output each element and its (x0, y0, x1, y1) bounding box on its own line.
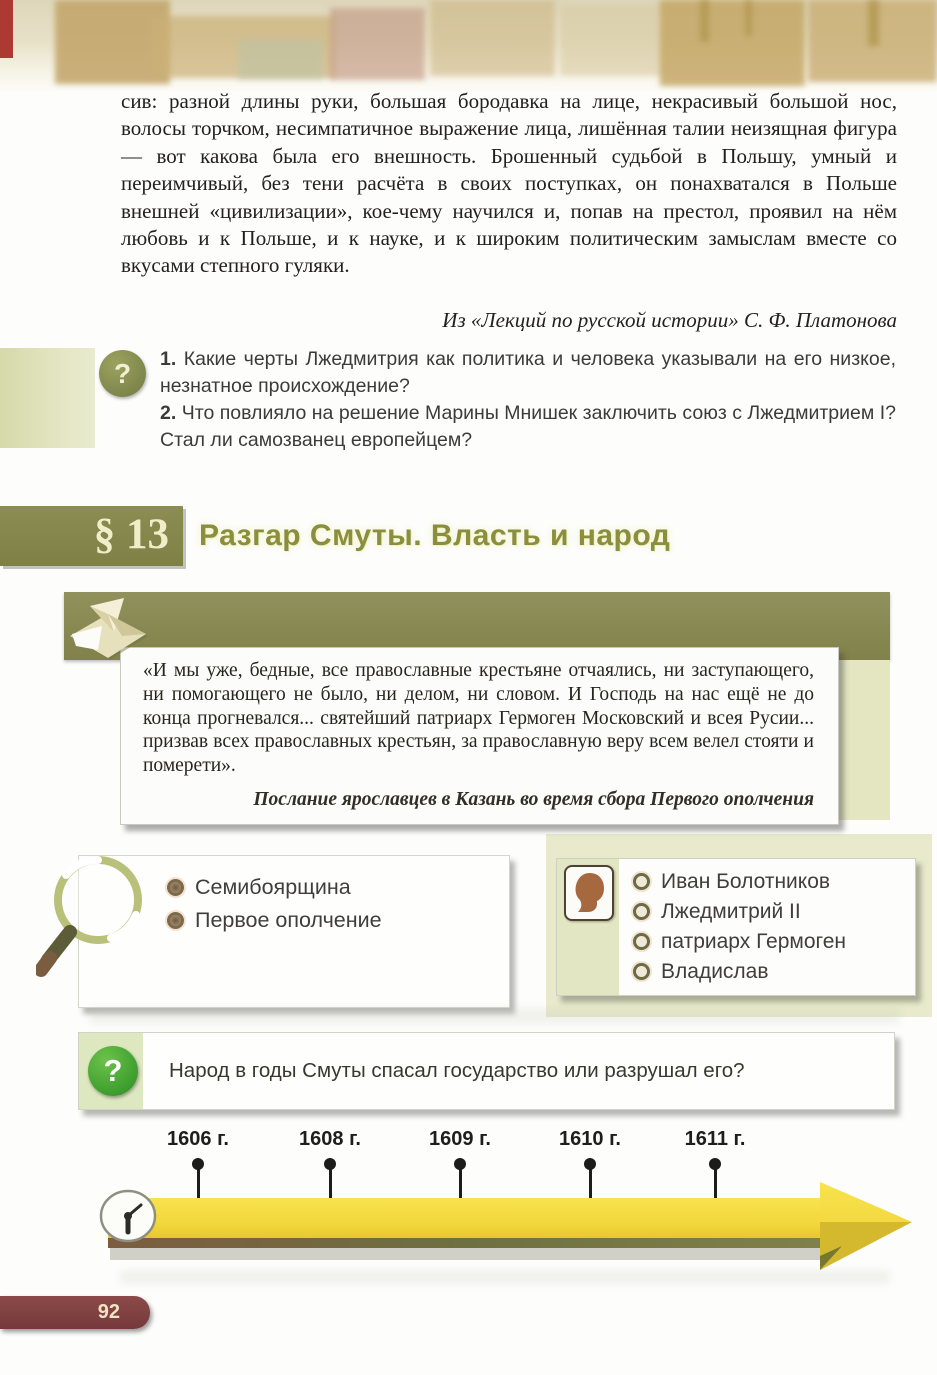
source-quote-card (120, 647, 839, 825)
key-term-item (167, 906, 509, 935)
review-question-item (160, 346, 896, 399)
key-person-label: патриарх Гермоген (661, 930, 846, 953)
main-question-card (78, 1032, 895, 1110)
page-bleed-smudge (90, 1008, 900, 1024)
question-number: 1. (160, 348, 177, 370)
bullet-icon (633, 903, 650, 920)
key-term-label: Первое ополчение (195, 908, 382, 932)
main-question-text: Народ в годы Смуты спасал государство или разрушал его? (169, 1059, 745, 1082)
quote-side-panel (838, 660, 890, 820)
artwork-shape (700, 0, 709, 42)
source-citation: Из «Лекций по русской истории» С. Ф. Платонова (442, 308, 897, 332)
artwork-shape (560, 4, 665, 76)
timeline-year: 1608 г. (299, 1128, 361, 1150)
page-number-badge: 92 (0, 1296, 150, 1329)
folded-letter-icon (62, 596, 154, 668)
intro-paragraph: сив: разной длины руки, большая бородавка на лице, некрасивый большой нос, волосы торчком, несимпатичное выражение лица, лишённая талии неизящная фигура — вот какова была его внешность. Брошенный судьбой в Польшу, умный и переимчивый, без тени расчёта в своих поступках, он понахватался в Польше внешней «цивилизации», кое-чему научился и, попав на престол, проявил на нём любовь и к Польше, и к науке, и к широким политическим замыслам вместе со вкусами степного гуляки. (121, 89, 897, 278)
bullet-icon (633, 963, 650, 980)
section-title: Разгар Смуты. Власть и народ (199, 519, 671, 552)
key-term-item (167, 873, 509, 902)
question-text: Какие черты Лжедмитрия как политика и человека указывали на его низкое, незнатное происхождение? (160, 348, 897, 397)
key-person-item (633, 927, 846, 956)
question-number: 2. (160, 402, 177, 424)
key-person-item (633, 957, 846, 986)
main-question-strip (79, 1033, 143, 1109)
timeline-year: 1610 г. (559, 1128, 621, 1150)
artwork-shape (660, 0, 805, 86)
timeline-arrow (80, 1178, 925, 1278)
question-glyph: ? (113, 357, 132, 389)
artwork-shape (745, 0, 752, 36)
key-persons-card (556, 858, 916, 996)
magnifier-icon (36, 850, 166, 982)
bullet-icon (167, 912, 184, 929)
persons-icon-strip (557, 859, 619, 995)
artwork-shape (330, 8, 425, 80)
green-question-icon (88, 1046, 138, 1096)
question-text: Что повлияло на решение Марины Мнишек заключить союз с Лжедмитрием I? Стал ли самозванец европейцем? (160, 402, 897, 451)
bullet-icon (633, 933, 650, 950)
timeline-year: 1606 г. (167, 1128, 229, 1150)
bullet-icon (167, 879, 184, 896)
header-artwork (0, 0, 937, 92)
artwork-shape (238, 38, 323, 80)
margin-accent-strip (0, 348, 95, 448)
timeline (0, 1118, 937, 1288)
key-term-label: Семибоярщина (195, 875, 351, 899)
key-person-item (633, 897, 846, 926)
review-question-item (160, 400, 896, 453)
artwork-shape (868, 0, 879, 46)
timeline-year: 1611 г. (684, 1128, 746, 1150)
page-bleed-smudge (120, 1270, 890, 1284)
key-person-item (633, 867, 846, 896)
page-edge-red-strip (0, 0, 13, 58)
key-person-label: Лжедмитрий II (661, 900, 801, 923)
quote-text: «И мы уже, бедные, все православные крестьяне отчаялись, ни заступающего, ни помогающего не было, ни делом, ни словом. И Господь на нас ещё не до конца прогневался... святейший патриарх Гермоген Московский и всея Русии... призвав всех православных крестьян, за православную веру всем велел стояти и померети». (143, 660, 814, 777)
artwork-shape (430, 0, 555, 76)
bullet-icon (633, 873, 650, 890)
question-glyph: ? (103, 1053, 123, 1088)
review-questions (160, 346, 896, 454)
quote-attribution: Послание ярославцев в Казань во время сбора Первого ополчения (253, 788, 814, 810)
timeline-year: 1609 г. (429, 1128, 491, 1150)
key-persons-list (619, 859, 846, 995)
person-silhouette-icon (564, 865, 614, 921)
section-number-box: § 13 (0, 506, 183, 566)
key-person-label: Владислав (661, 960, 769, 983)
question-mark-icon (99, 350, 146, 397)
clock-icon (96, 1188, 160, 1248)
key-person-label: Иван Болотников (661, 870, 831, 893)
